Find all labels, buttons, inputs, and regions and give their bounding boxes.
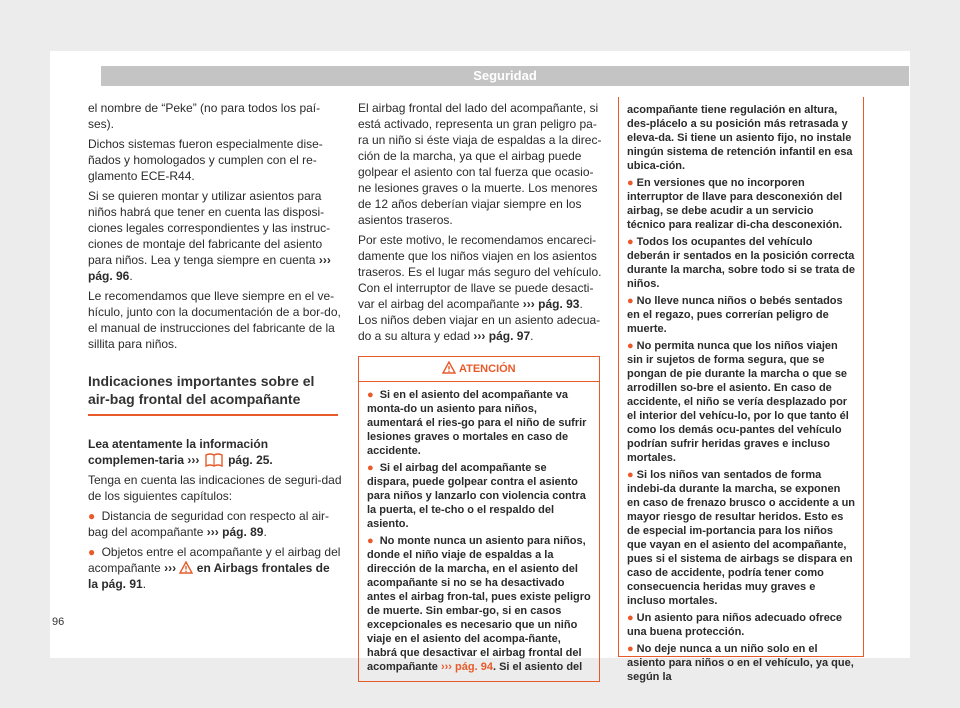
list-item-text: Distancia de seguridad con respecto al air-bag del acompañante bbox=[88, 509, 330, 539]
list-item bbox=[627, 642, 855, 684]
bullet-icon: ● bbox=[627, 177, 634, 189]
list-item bbox=[627, 611, 855, 639]
list-item: ● No monte nunca un asiento para niños, donde el niño viaje de espaldas a la dirección de la marcha, en el asiento del acompañante si no se ha desactivado antes el airbag fron-tal, pues existe peligro de muerte. Sin embar-go, si en casos excepcionales es necesario que un niño viaje en el asiento del acompa-ñante, habrá que desactivar el airbag frontal del acompañante ››› pág. 94. Si el asiento del bbox=[367, 535, 591, 673]
bullet-icon: ● bbox=[88, 509, 96, 523]
bullet-icon: ● bbox=[367, 535, 374, 547]
paragraph-text: Los niños deben viajar en un asiento adecua-do a su altura y edad bbox=[358, 313, 601, 343]
list-item-text: Si los niños van sentados de forma indebi-da durante la marcha, se exponen en caso de frenazo brusco o accidente a un mayor riesgo de resultar heridos. Esto es de especial im-portancia para los niños que vayan en el asiento del acompañante, pues si el sistema de airbags se dispara en caso de accidente, podría tener como consecuencia heridas muy graves e incluso mortales. bbox=[627, 469, 856, 607]
list-item: ● Objetos entre el acompañante y el airbag del acompañante ››› en Airbags frontales de la pág. 91. bbox=[88, 545, 341, 591]
column-middle bbox=[358, 100, 602, 682]
bullet-icon: ● bbox=[627, 236, 634, 248]
arrow-glyph: ››› bbox=[206, 525, 219, 539]
arrow-glyph: ››› bbox=[473, 329, 486, 343]
section-heading: Indicaciones importantes sobre el air-bag frontal del acompañante bbox=[88, 372, 338, 416]
list-item-text: Si el airbag del acompañante se dispara, puede golpear contra el asiento para niños y lanzarlo con violencia contra la puerta, el te-cho o el respaldo del asiento. bbox=[367, 462, 586, 530]
page-header: Seguridad bbox=[101, 66, 909, 86]
warning-title: ATENCIÓN bbox=[459, 363, 516, 375]
paragraph: Dichos sistemas fueron especialmente dise-ñados y homologados y cumplen con el re-glamento ECE-R44. bbox=[88, 137, 323, 183]
page-reference-link[interactable]: pág. 96 bbox=[88, 269, 130, 283]
warning-triangle-icon bbox=[442, 361, 456, 374]
arrow-glyph: ››› bbox=[440, 661, 452, 673]
warning-box bbox=[358, 356, 600, 682]
warning-continuation-box bbox=[618, 97, 864, 683]
arrow-glyph: ››› bbox=[522, 297, 535, 311]
page-reference-link[interactable]: pág. 89 bbox=[222, 525, 264, 539]
paragraph: el nombre de “Peke” (no para todos los paí-ses). bbox=[88, 101, 321, 131]
arrow-glyph: ››› bbox=[187, 453, 200, 467]
paragraph: Si se quieren montar y utilizar asientos para niños habrá que tener en cuenta las disposi-ciones legales correspondientes y las instruc-ciones de montaje del fabricante del asiento para niños. Lea y tenga siempre en cuenta ››› pág. 96. bbox=[88, 189, 331, 283]
list-item bbox=[627, 176, 855, 232]
bullet-icon: ● bbox=[367, 389, 374, 401]
paragraph-text: Por este motivo, le recomendamos encareci-damente que los niños viajen en los asientos traseros. Es el lugar más seguro del vehículo. Con el interruptor de llave se puede desacti-var el airbag del acompañante bbox=[358, 233, 602, 311]
list-item-text: Todos los ocupantes del vehículo deberán ir sentados en la posición correcta durante la marcha, sobre todo si se trata de niños. bbox=[627, 236, 856, 290]
paragraph: acompañante tiene regulación en altura, des-plácelo a su posición más retrasada y eleva-da. Si tiene un asiento fijo, no instale ningún sistema de retención infantil en esa ubica-ción. bbox=[627, 104, 853, 172]
paragraph: Tenga en cuenta las indicaciones de seguri-dad de los siguientes capítulos: bbox=[88, 473, 342, 503]
list-item bbox=[627, 235, 855, 291]
warning-body bbox=[359, 382, 599, 681]
list-item-text: No permita nunca que los niños viajen sin ir sujetos de forma segura, que se pongan de pie durante la marcha o que se arrodillen so-bre el asiento. En caso de accidente, el niño se vería desplazado por el interior del vehícu-lo, por lo que tanto él como los demás ocu-pantes del vehículo podrían sufrir heridas graves e incluso mortales. bbox=[627, 340, 849, 464]
bullet-icon: ● bbox=[627, 295, 634, 307]
list-item bbox=[367, 388, 591, 458]
arrow-glyph: ››› bbox=[164, 561, 177, 575]
paragraph-text: Si se quieren montar y utilizar asientos para niños habrá que tener en cuenta las disposi-ciones legales correspondientes y las instruc-ciones de montaje del fabricante del asiento para niños. Lea y tenga siempre en cuenta bbox=[88, 189, 331, 267]
list-item-text: No monte nunca un asiento para niños, donde el niño viaje de espaldas a la dirección de la marcha, en el asiento del acompañante si no se ha desactivado antes el airbag fron-tal, pues existe peligro de muerte. Sin embar-go, si en casos excepcionales es necesario que un niño viaje en el asiento del acompa-ñante, habrá que desactivar el airbag frontal del acompañante bbox=[367, 535, 591, 673]
bullet-icon: ● bbox=[367, 462, 374, 474]
document-page bbox=[50, 51, 910, 683]
paragraph: Le recomendamos que lleve siempre en el ve-hículo, junto con la documentación de a bor-do, el manual de instrucciones del fabricante de la sillita para niños. bbox=[88, 289, 341, 351]
bullet-icon: ● bbox=[88, 545, 96, 559]
book-icon bbox=[205, 453, 223, 467]
paragraph: El airbag frontal del lado del acompañante, si está activado, representa un gran peligro pa-ra un niño si éste viaja de espaldas a la direc-ción de la marcha, ya que el airbag puede golpear el asiento con tal fuerza que ocasio-ne lesiones graves o la muerte. Los menores de 12 años deberían viajar siempre en los asientos traseros. bbox=[358, 101, 602, 227]
list-item-text: Un asiento para niños adecuado ofrece una buena protección. bbox=[627, 612, 843, 638]
page-reference-link[interactable]: pág. 94 bbox=[455, 661, 493, 673]
page-reference-link[interactable]: pág. 25 bbox=[228, 453, 270, 467]
page-reference-link[interactable]: en Airbags frontales de la pág. 91 bbox=[88, 561, 330, 591]
list-item-text: Si en el asiento del acompañante va monta-do un asiento para niños, aumentará el ries-go para el niño de sufrir lesiones graves o mortales en caso de accidente. bbox=[367, 389, 587, 457]
list-item-text: Si el asiento del bbox=[499, 661, 583, 673]
bullet-icon: ● bbox=[627, 469, 634, 481]
list-item bbox=[627, 468, 855, 608]
warning-triangle-icon bbox=[179, 561, 193, 574]
page-number: 96 bbox=[52, 616, 65, 628]
page-reference-link[interactable]: pág. 97 bbox=[488, 329, 531, 343]
column-left bbox=[88, 100, 342, 596]
page-reference-link[interactable]: pág. 93 bbox=[538, 297, 580, 311]
list-item bbox=[627, 339, 855, 465]
paragraph: Por este motivo, le recomendamos encareci-damente que los niños viajen en los asientos traseros. Es el lugar más seguro del vehículo. Con el interruptor de llave se puede desacti-var el airbag del acompañante ››› pág. 93. Los niños deben viajar en un asiento adecua-do a su altura y edad ››› pág. 97. bbox=[358, 233, 602, 343]
arrow-glyph: ››› bbox=[318, 253, 331, 267]
intro-paragraph: Lea atentamente la información complemen-taria ››› pág. 25. bbox=[88, 437, 273, 467]
list-item bbox=[367, 461, 591, 531]
list-item-text: No deje nunca a un niño solo en el asiento para niños o en el vehículo, ya que, según la bbox=[627, 643, 854, 683]
intro-text: Lea atentamente la información complemen-taria bbox=[88, 437, 269, 467]
bullet-icon: ● bbox=[627, 612, 634, 624]
list-item-text: Objetos entre el acompañante y el airbag del acompañante bbox=[88, 545, 341, 575]
warning-header bbox=[359, 357, 599, 382]
list-item-text: En versiones que no incorporen interruptor de llave para desconexión del airbag, se debe acudir a un servicio técnico para realizar di-cha desconexión. bbox=[627, 177, 843, 231]
list-item bbox=[627, 294, 855, 336]
list-item: ● Distancia de seguridad con respecto al air-bag del acompañante ››› pág. 89. bbox=[88, 509, 330, 539]
bullet-icon: ● bbox=[627, 643, 634, 655]
bullet-icon: ● bbox=[627, 340, 634, 352]
list-item-text: No lleve nunca niños o bebés sentados en el regazo, pues correrían peligro de muerte. bbox=[627, 295, 843, 335]
